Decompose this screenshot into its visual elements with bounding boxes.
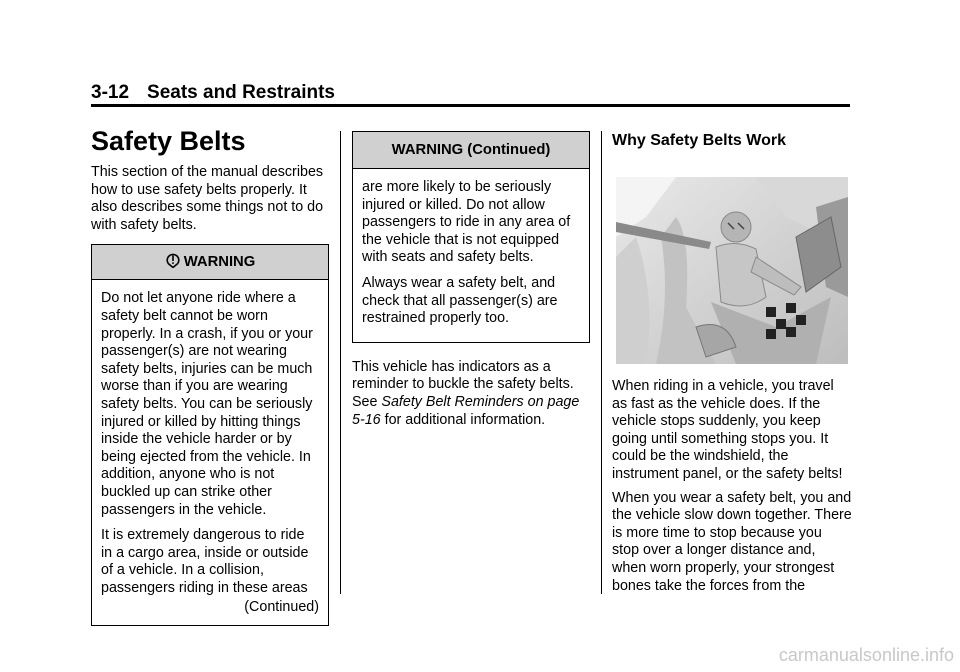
- warning-icon: [165, 252, 181, 268]
- crash-test-illustration: [616, 177, 848, 364]
- header-line: [91, 82, 335, 104]
- body-paragraph: When riding in a vehicle, you travel as fast as the vehicle does. If the vehicle stops suddenly, you keep going until something stops you. It could be the windshield, the instrument panel, or the safety belts!: [612, 378, 843, 482]
- header-rule: [91, 104, 850, 107]
- column-divider: [601, 131, 602, 594]
- column-2: [352, 131, 590, 435]
- warning-box-continued: [352, 131, 590, 343]
- warning-box: [91, 244, 329, 626]
- column-divider: [340, 131, 341, 594]
- watermark: carmanualsonline.info: [778, 645, 954, 665]
- warning-body: [353, 169, 589, 342]
- warning-paragraph: are more likely to be seriously injured or killed. Do not allow passengers to ride in any area of the vehicle that is not equipped with seats and safety belts.: [362, 179, 571, 266]
- page-number: 3-12: [91, 82, 130, 103]
- continued-label: (Continued): [244, 599, 319, 616]
- warning-header: [92, 245, 328, 280]
- warning-label: WARNING: [183, 254, 256, 271]
- reminder-text: This vehicle has indicators as a reminder to buckle the safety belts. See: [352, 358, 574, 410]
- warning-body: [92, 280, 328, 625]
- reminder-paragraph: [352, 359, 590, 429]
- page-title: Safety Belts: [91, 126, 246, 156]
- column-1: [91, 126, 329, 626]
- column-3: [612, 131, 852, 601]
- warning-paragraph: Do not let anyone ride where a safety belt cannot be worn properly. In a crash, if you or your passenger(s) are not wearing safety belts, injuries can be much worse than if you are wearing safety belts. You can be seriously injured or killed by hitting things inside the vehicle harder or by being ejected from the vehicle. In addition, anyone who is not buckled up can strike other passengers in the vehicle.: [101, 290, 313, 518]
- section-text: [612, 378, 852, 595]
- intro-paragraph: This section of the manual describes how to use safety belts properly. It also describes some things not to do with safety belts.: [91, 164, 324, 233]
- body-paragraph: When you wear a safety belt, you and the vehicle slow down together. There is more time to stop because you stop over a longer distance and, when worn properly, your strongest bones take the forces from the: [612, 489, 852, 594]
- warning-paragraph: Always wear a safety belt, and check that all passenger(s) are restrained properly too.: [362, 274, 558, 327]
- warning-paragraph: It is extremely dangerous to ride in a cargo area, inside or outside of a vehicle. In a collision, passengers riding in these areas: [101, 527, 309, 596]
- cross-reference-link[interactable]: Safety Belt Reminders on page 5-16: [352, 393, 580, 428]
- warning-header: WARNING (Continued): [353, 132, 589, 169]
- reminder-text: for additional information.: [380, 411, 546, 428]
- section-heading: Why Safety Belts Work: [612, 132, 786, 149]
- section-title: Seats and Restraints: [147, 82, 335, 103]
